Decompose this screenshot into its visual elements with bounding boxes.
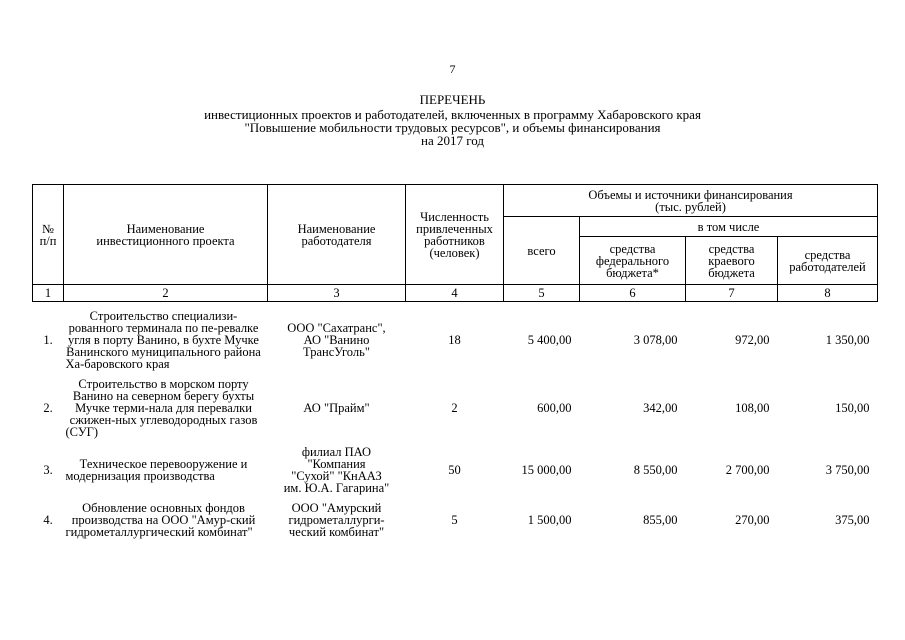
workers-count: 5 [451,513,458,527]
subtitle-line: на 2017 год [421,133,484,148]
header-workers: Численность привлеченных работников (человек) [406,185,504,285]
table-row [33,446,878,494]
financing-table [32,184,878,538]
regional-value: 2 700,00 [725,463,770,477]
employer-name: ООО "Сахатранс", АО "Ванино ТрансУголь" [287,321,386,359]
employer-name: филиал ПАО "Компания "Сухой" "КнААЗ им. Ю.А. Гагарина" [283,445,390,495]
column-number: 6 [580,285,686,302]
total-value: 600,00 [537,401,572,415]
column-number: 3 [268,285,406,302]
total-value: 15 000,00 [521,463,572,477]
employers-value: 1 350,00 [825,333,870,347]
column-number: 1 [33,285,64,302]
federal-value: 342,00 [643,401,678,415]
employer-name: ООО "Амурский гидрометаллурги- ческий комбинат" [288,501,385,539]
workers-count: 50 [448,463,461,477]
employers-value: 3 750,00 [825,463,870,477]
header-financing: Объемы и источники финансирования (тыс. рублей) [504,185,878,217]
federal-value: 855,00 [643,513,678,527]
row-index: 3. [43,463,53,477]
total-value: 5 400,00 [527,333,572,347]
column-number: 8 [778,285,878,302]
employers-value: 375,00 [835,513,870,527]
column-number: 7 [686,285,778,302]
project-name: Строительство в морском порту Ванино на северном берегу бухты Мучке терми-нала для перевалки сжижен-ных углеводородных газов (СУГ) [65,377,258,439]
header-federal: средства федерального бюджета* [580,237,686,285]
subtitle-line: инвестиционных проектов и работодателей, включенных в программу Хабаровского края [204,107,701,122]
column-number: 4 [406,285,504,302]
regional-value: 108,00 [735,401,770,415]
header-including: в том числе [580,217,878,237]
total-value: 1 500,00 [527,513,572,527]
header-total: всего [504,217,580,285]
regional-value: 270,00 [735,513,770,527]
workers-count: 2 [451,401,458,415]
header-regional: средства краевого бюджета [686,237,778,285]
header-project: Наименование инвестиционного проекта [64,185,268,285]
header-num: № п/п [33,185,64,285]
employer-name: АО "Прайм" [303,401,370,415]
project-name: Техническое перевооружение и модернизация производства [65,457,248,483]
workers-count: 18 [448,333,461,347]
employers-value: 150,00 [835,401,870,415]
header-employers-funds: средства работодателей [778,237,878,285]
table-row [33,310,878,370]
document-title: ПЕРЕЧЕНЬ [419,92,486,107]
table-row [33,502,878,538]
regional-value: 972,00 [735,333,770,347]
page-number: 7 [449,62,456,76]
column-number: 5 [504,285,580,302]
row-index: 4. [43,513,53,527]
project-name: Обновление основных фондов производства на ООО "Амур-ский гидрометаллургический комбинат" [65,501,256,539]
project-name: Строительство специализи-рованного терминала по пе-ревалке угля в порту Ванино, в бухте Мучке Ванинского муниципального района Ха-баровского края [65,309,261,371]
subtitle-line: "Повышение мобильности трудовых ресурсов", и объемы финансирования [244,120,661,135]
table-row [33,378,878,438]
row-index: 2. [43,401,53,415]
document-subtitle [150,108,755,147]
row-index: 1. [43,333,53,347]
header-employer: Наименование работодателя [268,185,406,285]
column-number: 2 [64,285,268,302]
federal-value: 3 078,00 [633,333,678,347]
federal-value: 8 550,00 [633,463,678,477]
